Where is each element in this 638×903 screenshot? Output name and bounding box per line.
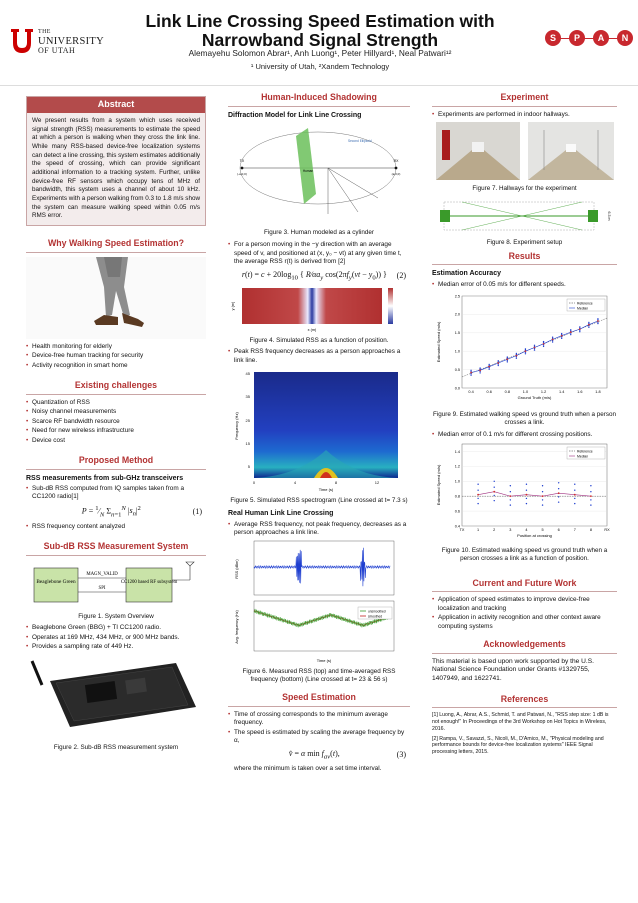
span-letter: S xyxy=(545,30,561,46)
legend-unsmoothed: unsmoothed xyxy=(368,609,386,614)
equation-1-formula: $P = ^1⁄_N$ $\Sigma_{n=1}^N$ $|s_n|^2$ xyxy=(81,504,141,518)
y-tick-label: 0.8 xyxy=(454,494,460,499)
fig5-ylabel: Frequency (Hz) xyxy=(234,412,239,440)
simulated-rss-figure xyxy=(228,286,410,334)
abstract-text: We present results from a system which uses received signal strength (RSS) measurements to estimate the speed at which a person is walking when they cross the link line. While many RSS-based device-free localization systems can detect a line crossing, this system estimates additionally the speed of crossing, which can provide significant additional information to a tracking system. Further, unlike device-free RF sensors which occupy tens of MHz of bandwidth, this system uses a channel of about 10 kHz. Experiments with a person walking from 0.3 to 1.8 m/s show the system can measure walking speed within 0.05 m/s RMS error. xyxy=(32,116,200,220)
median-point xyxy=(515,355,517,357)
data-point xyxy=(526,490,527,491)
figure-7-caption: Figure 7. Hallways for the experiment xyxy=(472,185,577,193)
data-point xyxy=(494,495,495,496)
speed-vs-groundtruth-chart xyxy=(432,290,617,408)
x-tick-label: 1.8 xyxy=(595,389,601,394)
experiment-setup-diagram xyxy=(432,196,617,236)
ack-heading: Acknowledgements xyxy=(432,639,617,654)
x-tick-label: 0.8 xyxy=(504,389,510,394)
y-tick-label: 1.0 xyxy=(454,349,460,354)
figure-6-caption: Figure 6. Measured RSS (top) and time-averaged RSS frequency (bottom) (Line crossed at t= 23 & 56 s) xyxy=(242,667,396,683)
y-tick-label: 0.6 xyxy=(454,509,460,514)
x-tick-label: TX xyxy=(459,528,465,532)
data-point xyxy=(558,482,559,483)
measured-rss-figure xyxy=(228,539,410,665)
x-tick-label: 3 xyxy=(509,528,512,532)
list-item: • Health monitoring for elderly xyxy=(26,343,206,351)
method-heading: Proposed Method xyxy=(26,455,206,470)
data-point xyxy=(561,333,562,334)
data-point xyxy=(494,500,495,501)
challenges-heading: Existing challenges xyxy=(26,380,206,395)
future-bullets xyxy=(432,596,617,631)
median-point xyxy=(543,343,545,345)
real-crossing-subheading: Real Human Link Line Crossing xyxy=(228,510,334,518)
data-point xyxy=(494,487,495,488)
list-item: • Scarce RF bandwidth resource xyxy=(26,418,206,426)
bbg-label: Beaglebone Green xyxy=(36,578,76,585)
data-point xyxy=(574,503,575,504)
median-point xyxy=(579,328,581,330)
x-axis-label: Ground Truth (m/s) xyxy=(517,394,552,400)
data-point xyxy=(542,504,543,505)
affiliation: ¹ University of Utah, ²Xandem Technology xyxy=(250,62,390,71)
data-point xyxy=(477,503,478,504)
median-point xyxy=(597,320,599,322)
svg-text:45: 45 xyxy=(245,371,250,377)
list-item: • Noisy channel measurements xyxy=(26,408,206,416)
median-point xyxy=(570,331,572,333)
figure-4-caption: Figure 4. Simulated RSS as a function of position. xyxy=(249,336,389,344)
data-point xyxy=(534,345,535,346)
list-item: • For a person moving in the −y direction with an average speed of v, and positioned at (x, y₀ − vt) at any given time t, the average RSS r(t) is derived from [2] xyxy=(228,241,410,266)
data-point xyxy=(588,322,589,323)
system-heading: Sub-dB RSS Measurement System xyxy=(26,541,206,556)
median-point xyxy=(509,495,511,497)
logo-line2: UNIVERSITY xyxy=(38,36,104,47)
span-letter: P xyxy=(569,30,585,46)
median-point xyxy=(525,350,527,352)
legend-label: Median xyxy=(577,306,589,311)
list-item: • Activity recognition in smart home xyxy=(26,362,206,370)
span-lab-logo xyxy=(545,30,633,50)
equation-2-number: (2) xyxy=(396,270,406,280)
rx-label: RX xyxy=(393,158,399,163)
why-bullets xyxy=(26,343,206,370)
data-point xyxy=(525,348,526,349)
fig6-ylabel-top: RSS (dBm) xyxy=(235,558,239,579)
tx-label: TX xyxy=(239,158,245,163)
ellipsoid-label: Second Ellipsoid xyxy=(348,138,372,143)
cylinder-model-diagram xyxy=(228,122,410,226)
shadowing-bullets-2 xyxy=(228,348,410,365)
spi-label: SPI xyxy=(98,585,106,591)
x-axis-label: Position at crossing xyxy=(517,533,552,538)
list-item: • Application in activity recognition and other context aware computing systems xyxy=(432,614,617,631)
data-point xyxy=(558,488,559,489)
challenges-bullets xyxy=(26,399,206,445)
diffraction-subheading: Diffraction Model for Link Line Crossing xyxy=(228,111,362,119)
data-point xyxy=(558,496,559,497)
experiment-heading: Experiment xyxy=(432,92,617,107)
data-point xyxy=(552,341,553,342)
data-point xyxy=(507,356,508,357)
x-tick-label: 4 xyxy=(525,528,528,532)
y-axis-label: Estimated Speed (m/s) xyxy=(436,464,441,506)
equation-3-formula: v̂ = α $\min f_{av}(t)$, xyxy=(288,748,340,761)
list-item: • RSS frequency content analyzed xyxy=(26,523,206,531)
abstract-heading: Abstract xyxy=(27,97,205,113)
logo-line1: THE xyxy=(38,29,51,35)
list-item: • Beaglebone Green (BBG) + TI CC1200 radio. xyxy=(26,624,206,632)
fig6-xlabel: Time (s) xyxy=(316,657,332,663)
data-point xyxy=(507,361,508,362)
median-point xyxy=(588,324,590,326)
data-point xyxy=(543,341,544,342)
data-point xyxy=(590,485,591,486)
median-point xyxy=(488,366,490,368)
data-point xyxy=(542,485,543,486)
list-item: • Experiments are performed in indoor hallways. xyxy=(432,111,617,119)
why-heading: Why Walking Speed Estimation? xyxy=(26,238,206,253)
hallway-photos xyxy=(432,120,617,182)
data-point xyxy=(590,499,591,500)
data-point xyxy=(526,484,527,485)
fig5-xlabel: Time (s) xyxy=(318,487,334,493)
cc1200-label: CC1200 based RF subsystem xyxy=(120,579,178,585)
speed-vs-position-chart xyxy=(432,440,617,544)
data-point xyxy=(590,504,591,505)
block-u-icon xyxy=(10,28,34,54)
data-point xyxy=(570,334,571,335)
median-point xyxy=(479,369,481,371)
span-letter: N xyxy=(617,30,633,46)
x-tick-label: 1 xyxy=(477,528,480,532)
method-bullets-2 xyxy=(26,523,206,531)
reference-item: [1] Luong, A., Abrar, A.S., Schmid, T. and Patwari, N., "RSS step size: 1 dB is not enough!" In Proceedings of the 3rd Workshop on Hot Topics in Wireless, 2016. xyxy=(432,712,609,732)
svg-text:8: 8 xyxy=(334,480,338,486)
human-label: Human xyxy=(302,168,314,173)
list-item: • Provides a sampling rate of 449 Hz. xyxy=(26,643,206,651)
poster-title: Link Line Crossing Speed Estimation with Narrowband Signal Strength xyxy=(145,11,495,51)
data-point xyxy=(534,349,535,350)
data-point xyxy=(488,364,489,365)
y-tick-label: 0.4 xyxy=(454,524,460,529)
x-tick-label: 1.4 xyxy=(559,389,565,394)
data-point xyxy=(542,499,543,500)
data-point xyxy=(494,481,495,482)
svg-text:0: 0 xyxy=(252,480,256,486)
results-heading: Results xyxy=(432,251,617,266)
abstract-box xyxy=(26,96,206,226)
y-tick-label: 2.0 xyxy=(454,312,460,317)
figure-2-caption: Figure 2. Sub-dB RSS measurement system xyxy=(53,744,179,752)
y-tick-label: 1.5 xyxy=(454,331,460,336)
svg-text:15: 15 xyxy=(245,441,250,447)
system-overview-diagram xyxy=(26,560,206,610)
svg-text:12: 12 xyxy=(374,480,380,486)
equation-3 xyxy=(228,749,410,762)
list-item: • Operates at 169 MHz, 434 MHz, or 900 MHz bands. xyxy=(26,634,206,642)
data-point xyxy=(597,323,598,324)
data-point xyxy=(542,491,543,492)
poster-header xyxy=(0,0,638,86)
data-point xyxy=(570,329,571,330)
legend-label: Median xyxy=(577,454,589,459)
data-point xyxy=(526,498,527,499)
svg-text:35: 35 xyxy=(245,394,250,400)
shadowing-bullets-3 xyxy=(228,521,410,538)
data-point xyxy=(488,368,489,369)
accuracy-subheading: Estimation Accuracy xyxy=(432,270,501,278)
data-point xyxy=(470,374,471,375)
x-tick-label: 0.4 xyxy=(468,389,474,394)
middle-column xyxy=(228,92,410,773)
list-item: • Sub-dB RSS computed from IQ samples taken from a CC1200 radio[1] xyxy=(26,485,206,502)
data-point xyxy=(543,346,544,347)
x-tick-label: 7 xyxy=(573,528,576,532)
data-point xyxy=(579,326,580,327)
list-item: • Device cost xyxy=(26,437,206,445)
left-column xyxy=(26,92,206,756)
median-point xyxy=(561,335,563,337)
list-item: • Need for new wireless infrastructure xyxy=(26,427,206,435)
data-point xyxy=(558,501,559,502)
method-bullets xyxy=(26,485,206,502)
x-tick-label: 8 xyxy=(589,528,592,532)
reference-item: [2] Rampa, V., Savazzi, S., Nicoli, M., D'Amico, M., "Physical modeling and performance bounds for device-free localization systems" IEEE Signal processing letters, 2015. xyxy=(432,735,604,756)
data-point xyxy=(510,499,511,500)
equation-1 xyxy=(26,505,206,520)
y-tick-label: 0.0 xyxy=(454,386,460,391)
data-point xyxy=(552,336,553,337)
median-point xyxy=(497,362,499,364)
list-item: • Median error of 0.1 m/s for different crossing positions. xyxy=(432,431,617,439)
equation-2-formula: $r(t) = c + 20\log_{10}$ { $R⁄\alpha a_y$ $\cos(2\pi f_y(vt - y_0))$ } xyxy=(241,269,387,282)
median-point xyxy=(590,495,592,497)
speed-heading: Speed Estimation xyxy=(228,692,410,707)
figure-1-caption: Figure 1. System Overview xyxy=(78,612,154,620)
shadowing-bullets xyxy=(228,241,410,266)
y-tick-label: 1.2 xyxy=(454,464,460,469)
data-point xyxy=(574,498,575,499)
x-tick-label: 5 xyxy=(541,528,544,532)
data-point xyxy=(574,484,575,485)
data-point xyxy=(526,503,527,504)
x-tick-label: 2 xyxy=(493,528,496,532)
setup-dimension: 6.3 m xyxy=(607,211,611,221)
legend-smoothed: smoothed xyxy=(368,614,382,619)
x-tick-label: 6 xyxy=(557,528,560,532)
speed-after-text: where the minimum is taken over a set time interval. xyxy=(234,764,382,772)
data-point xyxy=(516,353,517,354)
right-column xyxy=(432,92,617,759)
equation-1-number: (1) xyxy=(192,506,202,516)
list-item: • The speed is estimated by scaling the average frequency by α, xyxy=(228,729,410,746)
median-point xyxy=(493,491,495,493)
legend-label: Reference xyxy=(577,449,593,454)
median-point xyxy=(574,494,576,496)
data-point xyxy=(477,484,478,485)
x-tick-label: 1.6 xyxy=(577,389,583,394)
y-tick-label: 2.5 xyxy=(454,294,460,299)
data-point xyxy=(477,490,478,491)
data-point xyxy=(498,365,499,366)
list-item: • Time of crossing corresponds to the minimum average frequency. xyxy=(228,711,410,728)
fig6-ylabel-bottom: Avg. frequency (Hz) xyxy=(235,609,239,644)
speed-bullets xyxy=(228,711,410,746)
data-point xyxy=(590,491,591,492)
median-point xyxy=(558,492,560,494)
data-point xyxy=(579,331,580,332)
hardware-photo xyxy=(26,655,206,741)
median-point xyxy=(470,372,472,374)
median-point xyxy=(534,347,536,349)
data-point xyxy=(498,360,499,361)
future-heading: Current and Future Work xyxy=(432,578,617,593)
data-point xyxy=(470,370,471,371)
list-item: • Device-free human tracking for security xyxy=(26,352,206,360)
data-point xyxy=(479,372,480,373)
median-point xyxy=(526,494,528,496)
svg-text:5: 5 xyxy=(247,464,250,470)
author-list: Alemayehu Solomon Abrar¹, Anh Luong¹, Peter Hillyard¹, Neal Patwari¹² xyxy=(188,48,452,58)
method-subheading: RSS measurements from sub-GHz transceivers xyxy=(26,474,184,482)
data-point xyxy=(516,357,517,358)
x-tick-label: RX xyxy=(604,528,610,532)
figure-5-caption: Figure 5. Simulated RSS spectrogram (Line crossed at t= 7.3 s) xyxy=(230,497,408,505)
tx-coord-label: (-a,0,0) xyxy=(237,171,247,176)
svg-text:25: 25 xyxy=(245,418,250,424)
data-point xyxy=(510,491,511,492)
results-bullets-2 xyxy=(432,431,617,439)
x-tick-label: 0.6 xyxy=(486,389,492,394)
data-point xyxy=(510,485,511,486)
fig4-ylabel: y (m) xyxy=(231,301,235,311)
magn-valid-label: MAGN_VALID xyxy=(86,571,118,577)
figure-8-caption: Figure 8. Experiment setup xyxy=(486,239,563,247)
data-point xyxy=(479,367,480,368)
system-bullets xyxy=(26,624,206,651)
equation-2 xyxy=(228,270,410,283)
data-point xyxy=(561,338,562,339)
rx-coord-label: (a,0,0) xyxy=(391,171,401,176)
y-axis-label: Estimated Speed (m/s) xyxy=(436,321,441,363)
y-tick-label: 0.5 xyxy=(454,367,460,372)
fig4-xlabel: x (m) xyxy=(307,327,317,332)
figure-9-caption: Figure 9. Estimated walking speed vs ground truth when a person crosses a link. xyxy=(432,410,617,427)
median-point xyxy=(477,494,479,496)
legend-label: Reference xyxy=(577,301,593,306)
walking-legs-image xyxy=(26,257,206,339)
figure-10-caption: Figure 10. Estimated walking speed vs ground truth when a person crosses a link as a function of position. xyxy=(441,547,608,563)
x-tick-label: 1.2 xyxy=(540,389,547,394)
data-point xyxy=(597,318,598,319)
x-tick-label: 1.0 xyxy=(522,389,529,394)
list-item: • Peak RSS frequency decreases as a person approaches a link line. xyxy=(228,348,410,365)
data-point xyxy=(525,353,526,354)
data-point xyxy=(574,490,575,491)
list-item: • Quantization of RSS xyxy=(26,399,206,407)
shadowing-heading: Human-Induced Shadowing xyxy=(228,92,410,107)
y-tick-label: 1.0 xyxy=(454,479,460,484)
median-point xyxy=(552,338,554,340)
ack-text: This material is based upon work supported by the U.S. National Science Foundation under Grants #1329755, 1407949, and 1622741. xyxy=(432,657,594,683)
university-logo xyxy=(10,28,104,58)
list-item: • Average RSS frequency, not peak frequency, decreases as a person approaches a link line. xyxy=(228,521,410,538)
median-point xyxy=(506,358,508,360)
data-point xyxy=(510,504,511,505)
data-point xyxy=(477,498,478,499)
list-item: • Application of speed estimates to improve device-free localization and tracking xyxy=(432,596,617,613)
refs-heading: References xyxy=(432,694,617,709)
span-letter: A xyxy=(593,30,609,46)
experiment-bullets xyxy=(432,111,617,119)
spectrogram-figure xyxy=(228,366,410,494)
list-item: • Median error of 0.05 m/s for different speeds. xyxy=(432,281,617,289)
y-tick-label: 1.4 xyxy=(454,449,460,454)
logo-line3: OF UTAH xyxy=(38,46,76,55)
data-point xyxy=(588,327,589,328)
equation-3-number: (3) xyxy=(396,749,406,759)
svg-text:4: 4 xyxy=(293,480,297,486)
figure-3-caption: Figure 3. Human modeled as a cylinder xyxy=(264,228,374,236)
results-bullets xyxy=(432,281,617,289)
median-point xyxy=(542,495,544,497)
